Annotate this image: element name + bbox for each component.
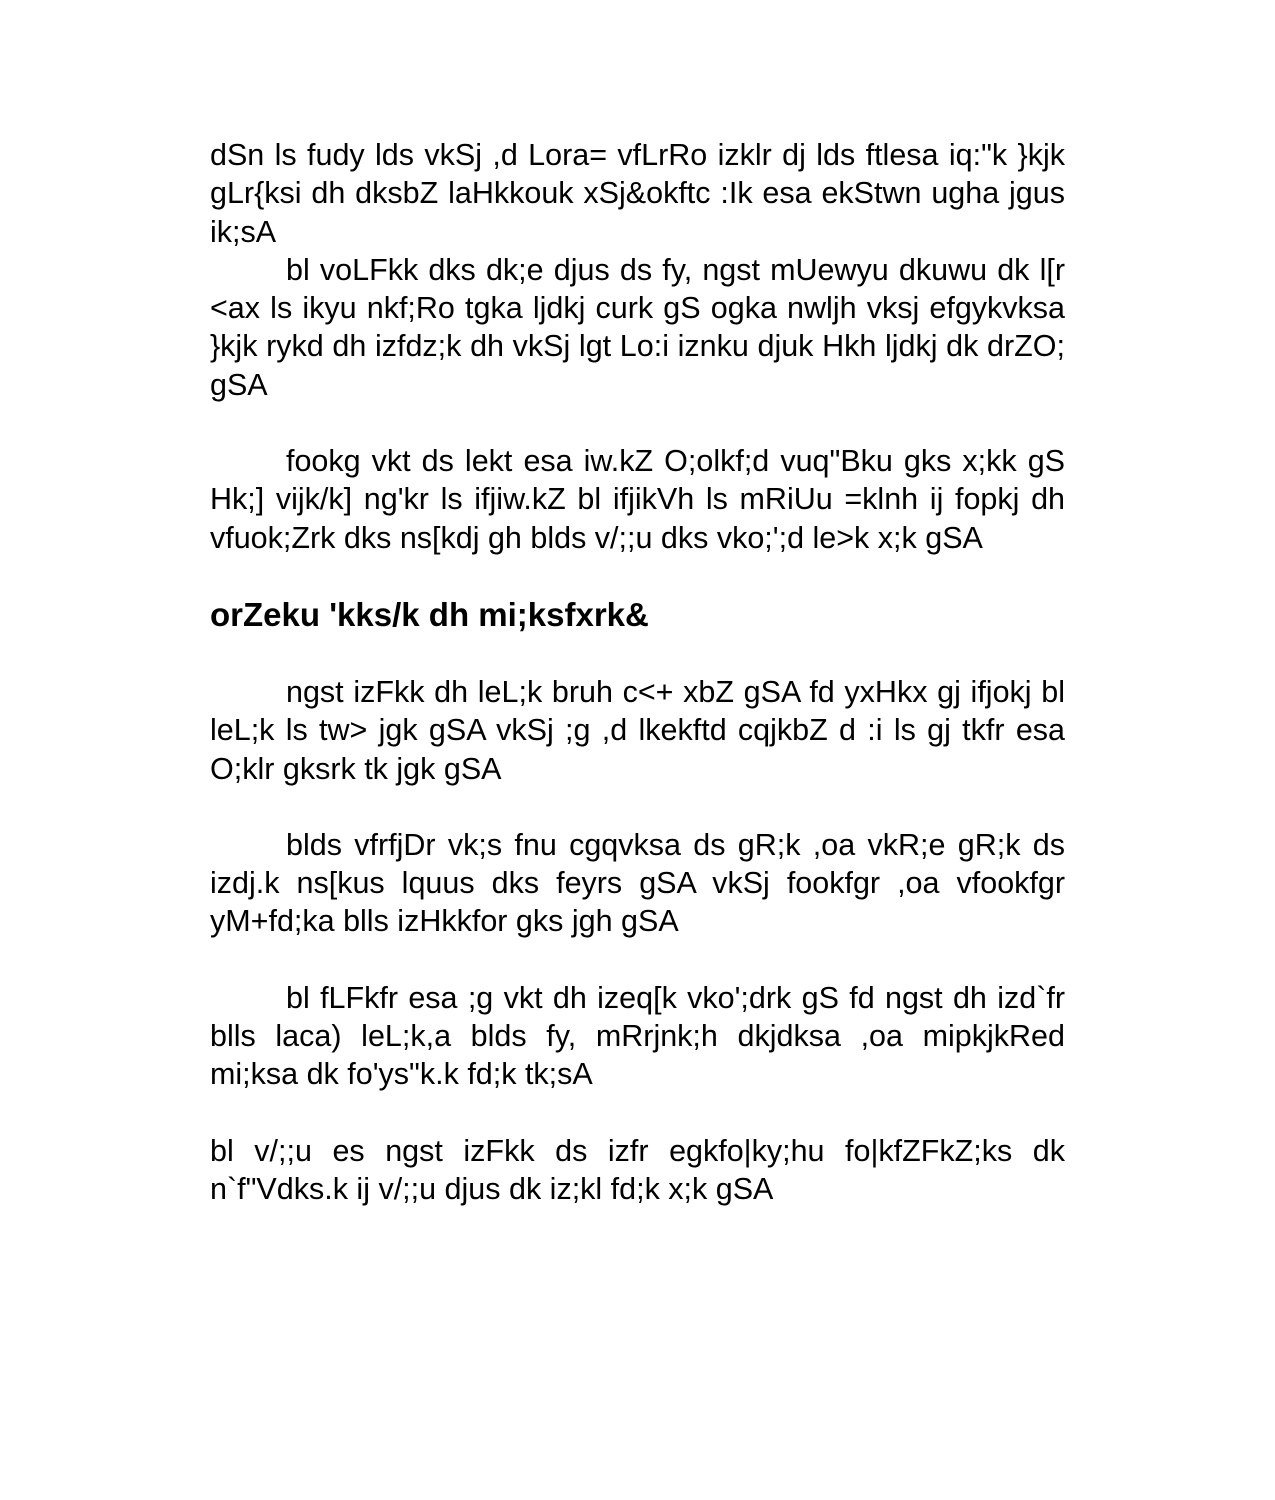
document-page <box>210 136 1065 1208</box>
paragraph-7: bl v/;;u es ngst izFkk ds izfr egkfo|ky;hu fo|kfZFkZ;ks dk n`f"Vdks.k ij v/;;u djus dk iz;kl fd;k x;k gSA <box>210 1133 1065 1206</box>
section-heading: orZeku 'kks/k dh mi;ksfxrk& <box>210 595 649 633</box>
paragraph-4: ngst izFkk dh leL;k bruh c<+ xbZ gSA fd yxHkx gj ifjokj bl leL;k ls tw> jgk gSA vkSj ;g ,d lkekftd cqjkbZ d :i ls gj tkfr esa O;klr gksrk tk jgk gSA <box>210 674 1065 786</box>
paragraph-3: fookg vkt ds lekt esa iw.kZ O;olkf;d vuq"Bku gks x;kk gS Hk;] vijk/k] ng'kr ls ifjiw.kZ bl ifjikVh ls mRiUu =klnh ij fopkj dh vfuok;Zrk dks ns[kdj gh blds v/;;u dks vko;';d le>k x;k gSA <box>210 444 1065 555</box>
paragraph-6: bl fLFkfr esa ;g vkt dh izeq[k vko';drk gS fd ngst dh izd`fr blls laca) leL;k,a blds fy, mRrjnk;h dkjdksa ,oa mipkjkRed mi;ksa dk fo'ys"k.k fd;k tk;sA <box>210 980 1065 1092</box>
paragraph-5: blds vfrfjDr vk;s fnu cgqvksa ds gR;k ,oa vkR;e gR;k ds izdj.k ns[kus lquus dks feyrs gSA vkSj fookfgr ,oa vfookfgr yM+fd;ka blls izHkkfor gks jgh gSA <box>210 827 1065 939</box>
paragraph-1: dSn ls fudy lds vkSj ,d Lora= vfLrRo izklr dj lds ftlesa iq:"k }kjk gLr{ksi dh dksbZ laHkkouk xSj&okftc :Ik esa ekStwn ugha jgus ik;sA <box>210 138 1065 249</box>
paragraph-2: bl voLFkk dks dk;e djus ds fy, ngst mUewyu dkuwu dk l[r <ax ls ikyu nkf;Ro tgka ljdkj curk gS ogka nwljh vksj efgykvksa }kjk rykd dh izfdz;k dh vkSj lgt Lo:i iznku djuk Hkh ljdkj dk drZO; gSA <box>210 252 1065 402</box>
